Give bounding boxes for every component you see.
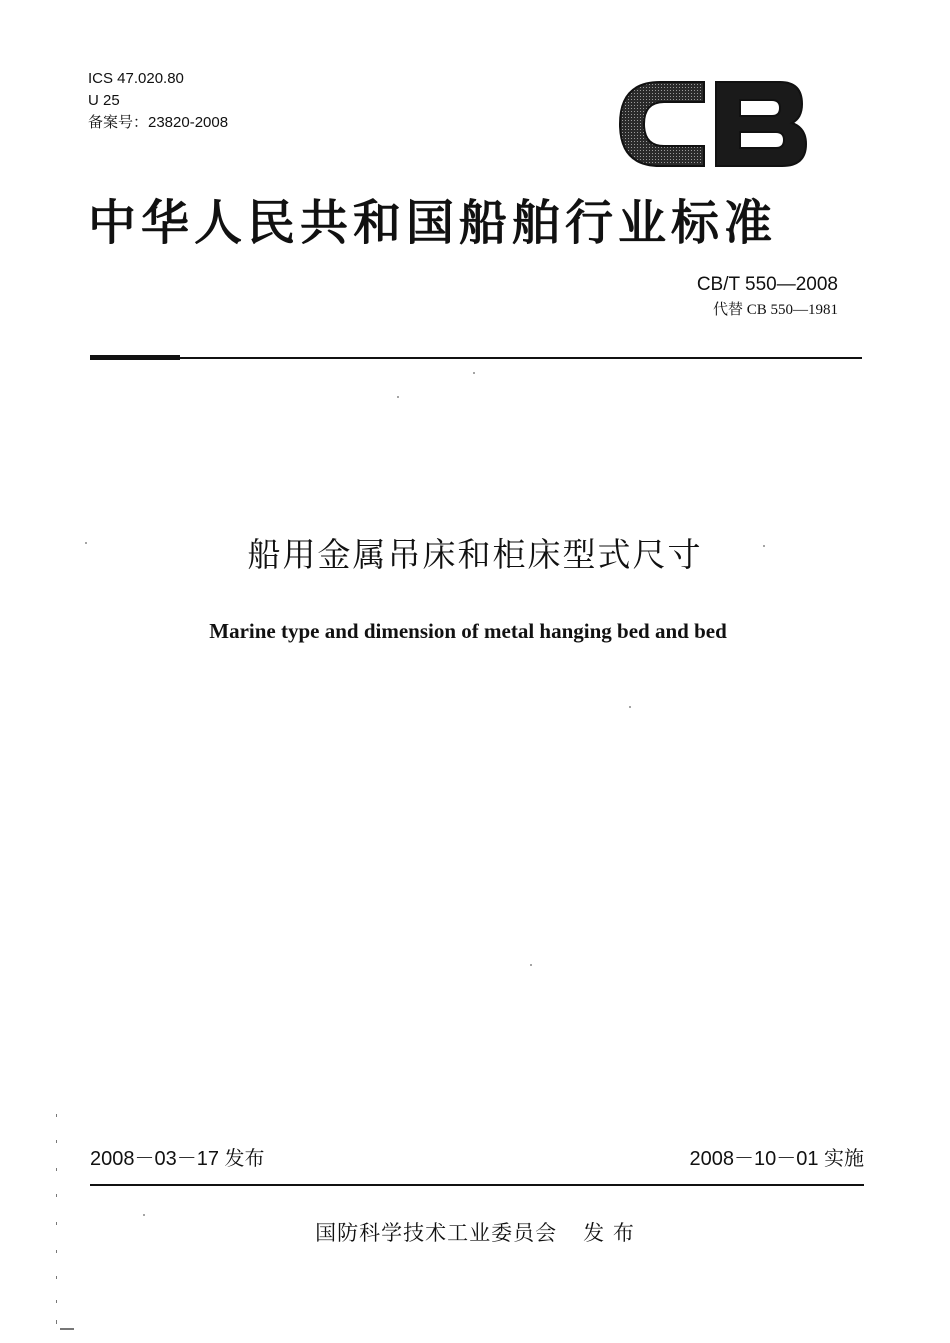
cb-logo-graphic (612, 74, 812, 174)
standard-number: CB/T 550—2008 (696, 274, 838, 295)
publisher-line (0, 1216, 950, 1250)
replaces-standard: 代替 CB 550—1981 (712, 302, 838, 318)
publish-action: 发 布 (583, 1221, 635, 1245)
scan-speck (397, 396, 399, 398)
scan-speck (530, 964, 532, 966)
scan-speck (763, 545, 765, 547)
scan-speck (85, 542, 87, 544)
document-title-chinese: 船用金属吊床和柜床型式尺寸 (247, 535, 703, 574)
binding-edge-marks (52, 1110, 82, 1340)
filing-number: 备案号：23820-2008 (88, 114, 229, 131)
header-rule (90, 357, 862, 359)
header-metadata (88, 68, 228, 134)
scan-speck (473, 372, 475, 374)
document-title-english: Marine type and dimension of metal hanging bed and bed (209, 619, 727, 643)
scan-speck (629, 706, 631, 708)
footer-rule (90, 1184, 864, 1186)
main-title: 中华人民共和国船舶行业标准 (88, 195, 778, 251)
cb-logo (612, 74, 812, 174)
scan-speck (143, 1214, 145, 1216)
implementation-date: 2008－10－01 实施 (689, 1148, 864, 1170)
publisher-name: 国防科学技术工业委员会 (315, 1221, 558, 1245)
ics-code: ICS 47.020.80 (88, 70, 184, 87)
ccs-code: U 25 (88, 92, 120, 109)
issue-date: 2008－03－17 发布 (90, 1148, 265, 1170)
